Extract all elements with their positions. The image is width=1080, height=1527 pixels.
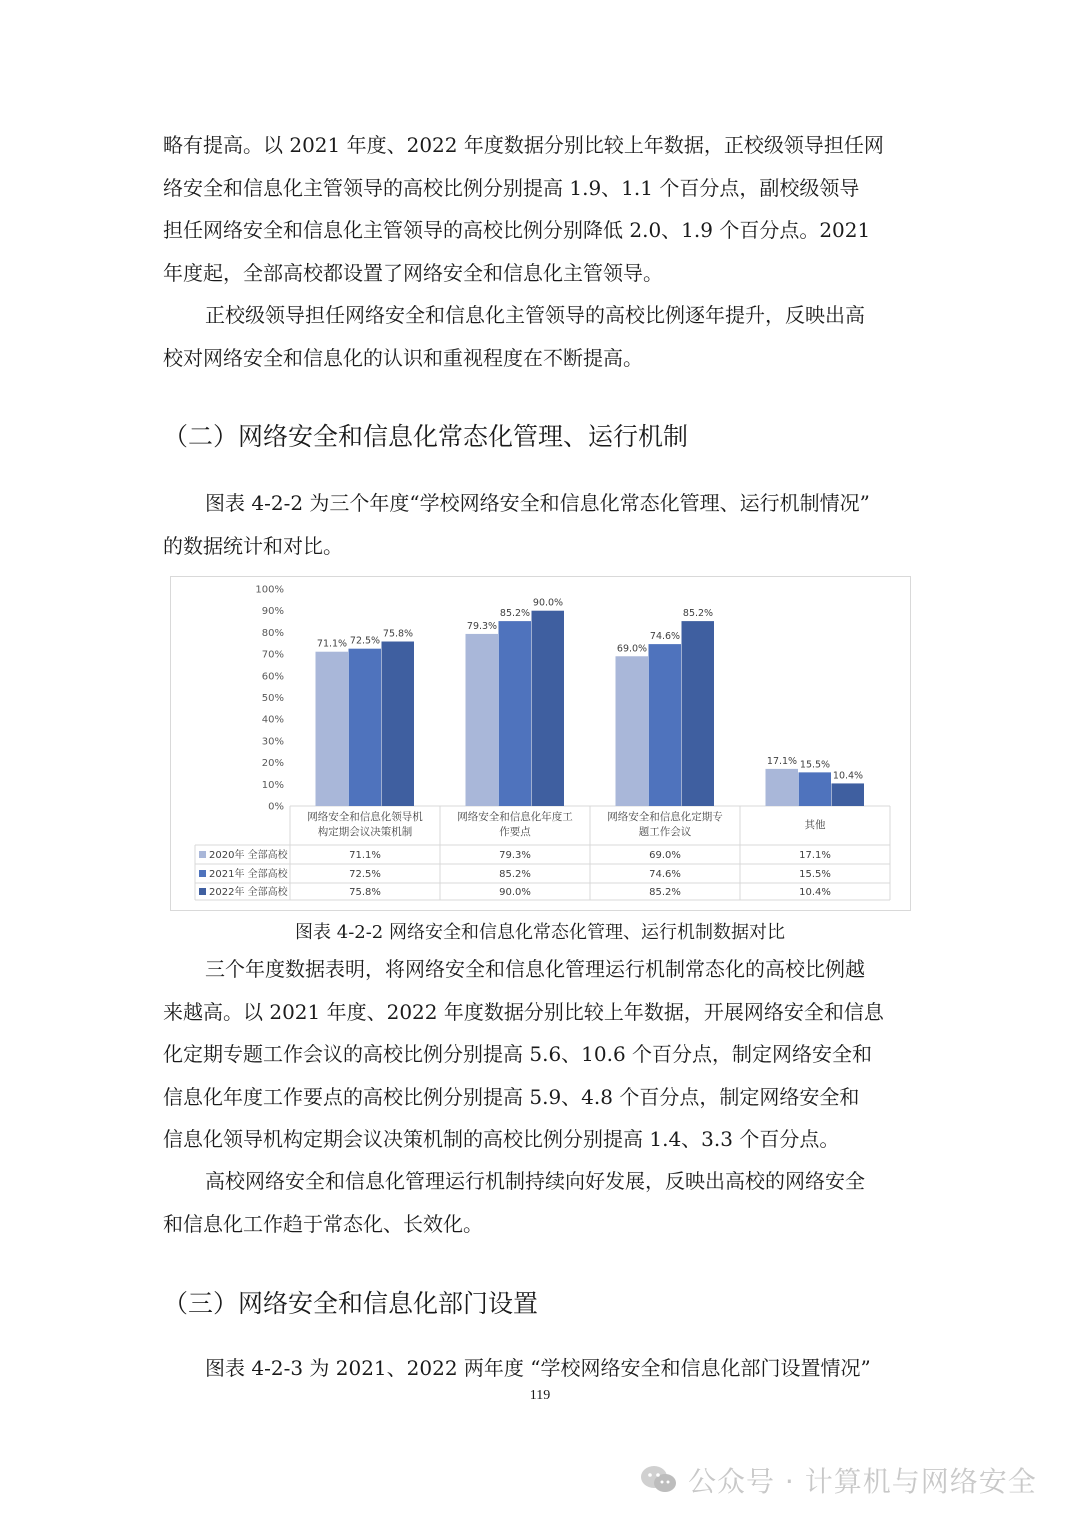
category-label: 其他 (804, 819, 826, 831)
wechat-icon (640, 1464, 678, 1496)
category-label: 作要点 (499, 826, 531, 838)
category-label: 网络安全和信息化定期专 (607, 811, 723, 823)
table-cell: 17.1% (799, 850, 831, 861)
y-tick-label: 20% (261, 758, 284, 770)
legend-swatch (199, 870, 206, 877)
text-line: 信息化年度工作要点的高校比例分别提高 5.9、4.8 个百分点，制定网络安全和 (163, 1084, 860, 1109)
table-cell: 90.0% (499, 887, 531, 898)
data-label: 85.2% (682, 608, 714, 620)
bar (649, 644, 682, 806)
y-tick-label: 60% (261, 671, 284, 683)
bar (832, 783, 865, 806)
y-tick-label: 40% (261, 714, 284, 726)
bar-chart-svg (171, 577, 910, 910)
bar (466, 634, 499, 806)
text-line: 图表 4-2-3 为 2021、2022 两年度 “学校网络安全和信息化部门设置情况” (205, 1356, 871, 1380)
table-cell: 74.6% (649, 869, 681, 880)
data-label: 10.4% (832, 770, 864, 782)
table-cell: 71.1% (349, 850, 381, 861)
paragraph-3 (163, 482, 917, 567)
y-tick-label: 10% (261, 779, 284, 791)
bar (316, 652, 349, 806)
text-line: 的数据统计和对比。 (163, 533, 343, 558)
category-label: 网络安全和信息化年度工 (457, 811, 573, 823)
text-line: 化定期专题工作会议的高校比例分别提高 5.6、10.6 个百分点，制定网络安全和 (163, 1042, 873, 1066)
y-tick-label: 70% (261, 649, 284, 661)
table-cell: 75.8% (349, 887, 381, 898)
text-line: 络安全和信息化主管领导的高校比例分别提高 1.9、1.1 个百分点，副校级领导 (163, 175, 860, 200)
data-label: 74.6% (649, 631, 681, 643)
table-cell: 15.5% (799, 869, 831, 880)
legend-swatch (199, 851, 206, 858)
text-line: 来越高。以 2021 年度、2022 年度数据分别比较上年数据，开展网络安全和信息 (163, 999, 884, 1024)
section-heading-3: （三）网络安全和信息化部门设置 (163, 1289, 539, 1318)
table-cell: 85.2% (499, 869, 531, 880)
bar (382, 642, 415, 806)
watermark (640, 1460, 1037, 1500)
text-line: 校对网络安全和信息化的认识和重视程度在不断提高。 (163, 345, 643, 370)
figure-caption: 图表 4-2-2 网络安全和信息化常态化管理、运行机制数据对比 (295, 922, 785, 943)
data-label: 71.1% (316, 638, 348, 650)
text-line: 略有提高。以 2021 年度、2022 年度数据分别比较上年数据，正校级领导担任网 (163, 133, 884, 157)
text-line: 高校网络安全和信息化管理运行机制持续向好发展，反映出高校的网络安全 (205, 1169, 865, 1193)
category-label: 构定期会议决策机制 (317, 826, 413, 838)
paragraph-4 (163, 948, 917, 1161)
y-tick-label: 90% (261, 606, 284, 618)
bar (349, 649, 382, 806)
y-tick-label: 30% (261, 736, 284, 748)
text-line: 图表 4-2-2 为三个年度“学校网络安全和信息化常态化管理、运行机制情况” (205, 491, 870, 515)
paragraph-1 (163, 124, 917, 294)
legend-label: 2020年 全部高校 (209, 850, 288, 861)
text-line: 担任网络安全和信息化主管领导的高校比例分别降低 2.0、1.9 个百分点。2021 (163, 218, 871, 242)
watermark-text: 公众号 · 计算机与网络安全 (688, 1465, 1037, 1498)
data-label: 85.2% (499, 608, 531, 620)
y-tick-label: 80% (261, 627, 284, 639)
bar-chart (170, 576, 911, 911)
table-cell: 69.0% (649, 850, 681, 861)
page-number: 119 (529, 1388, 551, 1403)
legend-swatch (199, 888, 206, 895)
bar (766, 769, 799, 806)
table-cell: 79.3% (499, 850, 531, 861)
bar (532, 611, 565, 806)
data-label: 79.3% (466, 620, 498, 632)
bar (499, 621, 532, 806)
paragraph-6 (163, 1347, 917, 1390)
data-label: 90.0% (532, 597, 564, 609)
y-tick-label: 50% (261, 693, 284, 704)
bar (616, 656, 649, 806)
text-line: 正校级领导担任网络安全和信息化主管领导的高校比例逐年提升，反映出高 (205, 303, 865, 327)
paragraph-2 (163, 294, 917, 379)
data-label: 75.8% (382, 628, 414, 640)
legend-label: 2022年 全部高校 (209, 887, 288, 898)
data-label: 17.1% (766, 755, 798, 767)
data-label: 72.5% (349, 635, 381, 647)
table-cell: 85.2% (649, 887, 681, 898)
text-line: 信息化领导机构定期会议决策机制的高校比例分别提高 1.4、3.3 个百分点。 (163, 1127, 840, 1151)
bar (682, 621, 715, 806)
y-tick-label: 0% (268, 801, 284, 813)
section-heading-2: （二）网络安全和信息化常态化管理、运行机制 (163, 422, 689, 451)
table-cell: 10.4% (799, 887, 831, 898)
legend-label: 2021年 全部高校 (209, 869, 288, 880)
paragraph-5 (163, 1160, 917, 1245)
category-label: 网络安全和信息化领导机 (307, 811, 423, 823)
text-line: 年度起，全部高校都设置了网络安全和信息化主管领导。 (163, 260, 663, 285)
data-label: 69.0% (616, 643, 648, 655)
text-line: 和信息化工作趋于常态化、长效化。 (163, 1211, 483, 1236)
table-cell: 72.5% (349, 869, 381, 880)
category-label: 题工作会议 (638, 826, 692, 838)
text-line: 三个年度数据表明，将网络安全和信息化管理运行机制常态化的高校比例越 (205, 957, 865, 981)
data-label: 15.5% (799, 759, 831, 771)
bar (799, 772, 832, 806)
y-tick-label: 100% (255, 584, 284, 596)
